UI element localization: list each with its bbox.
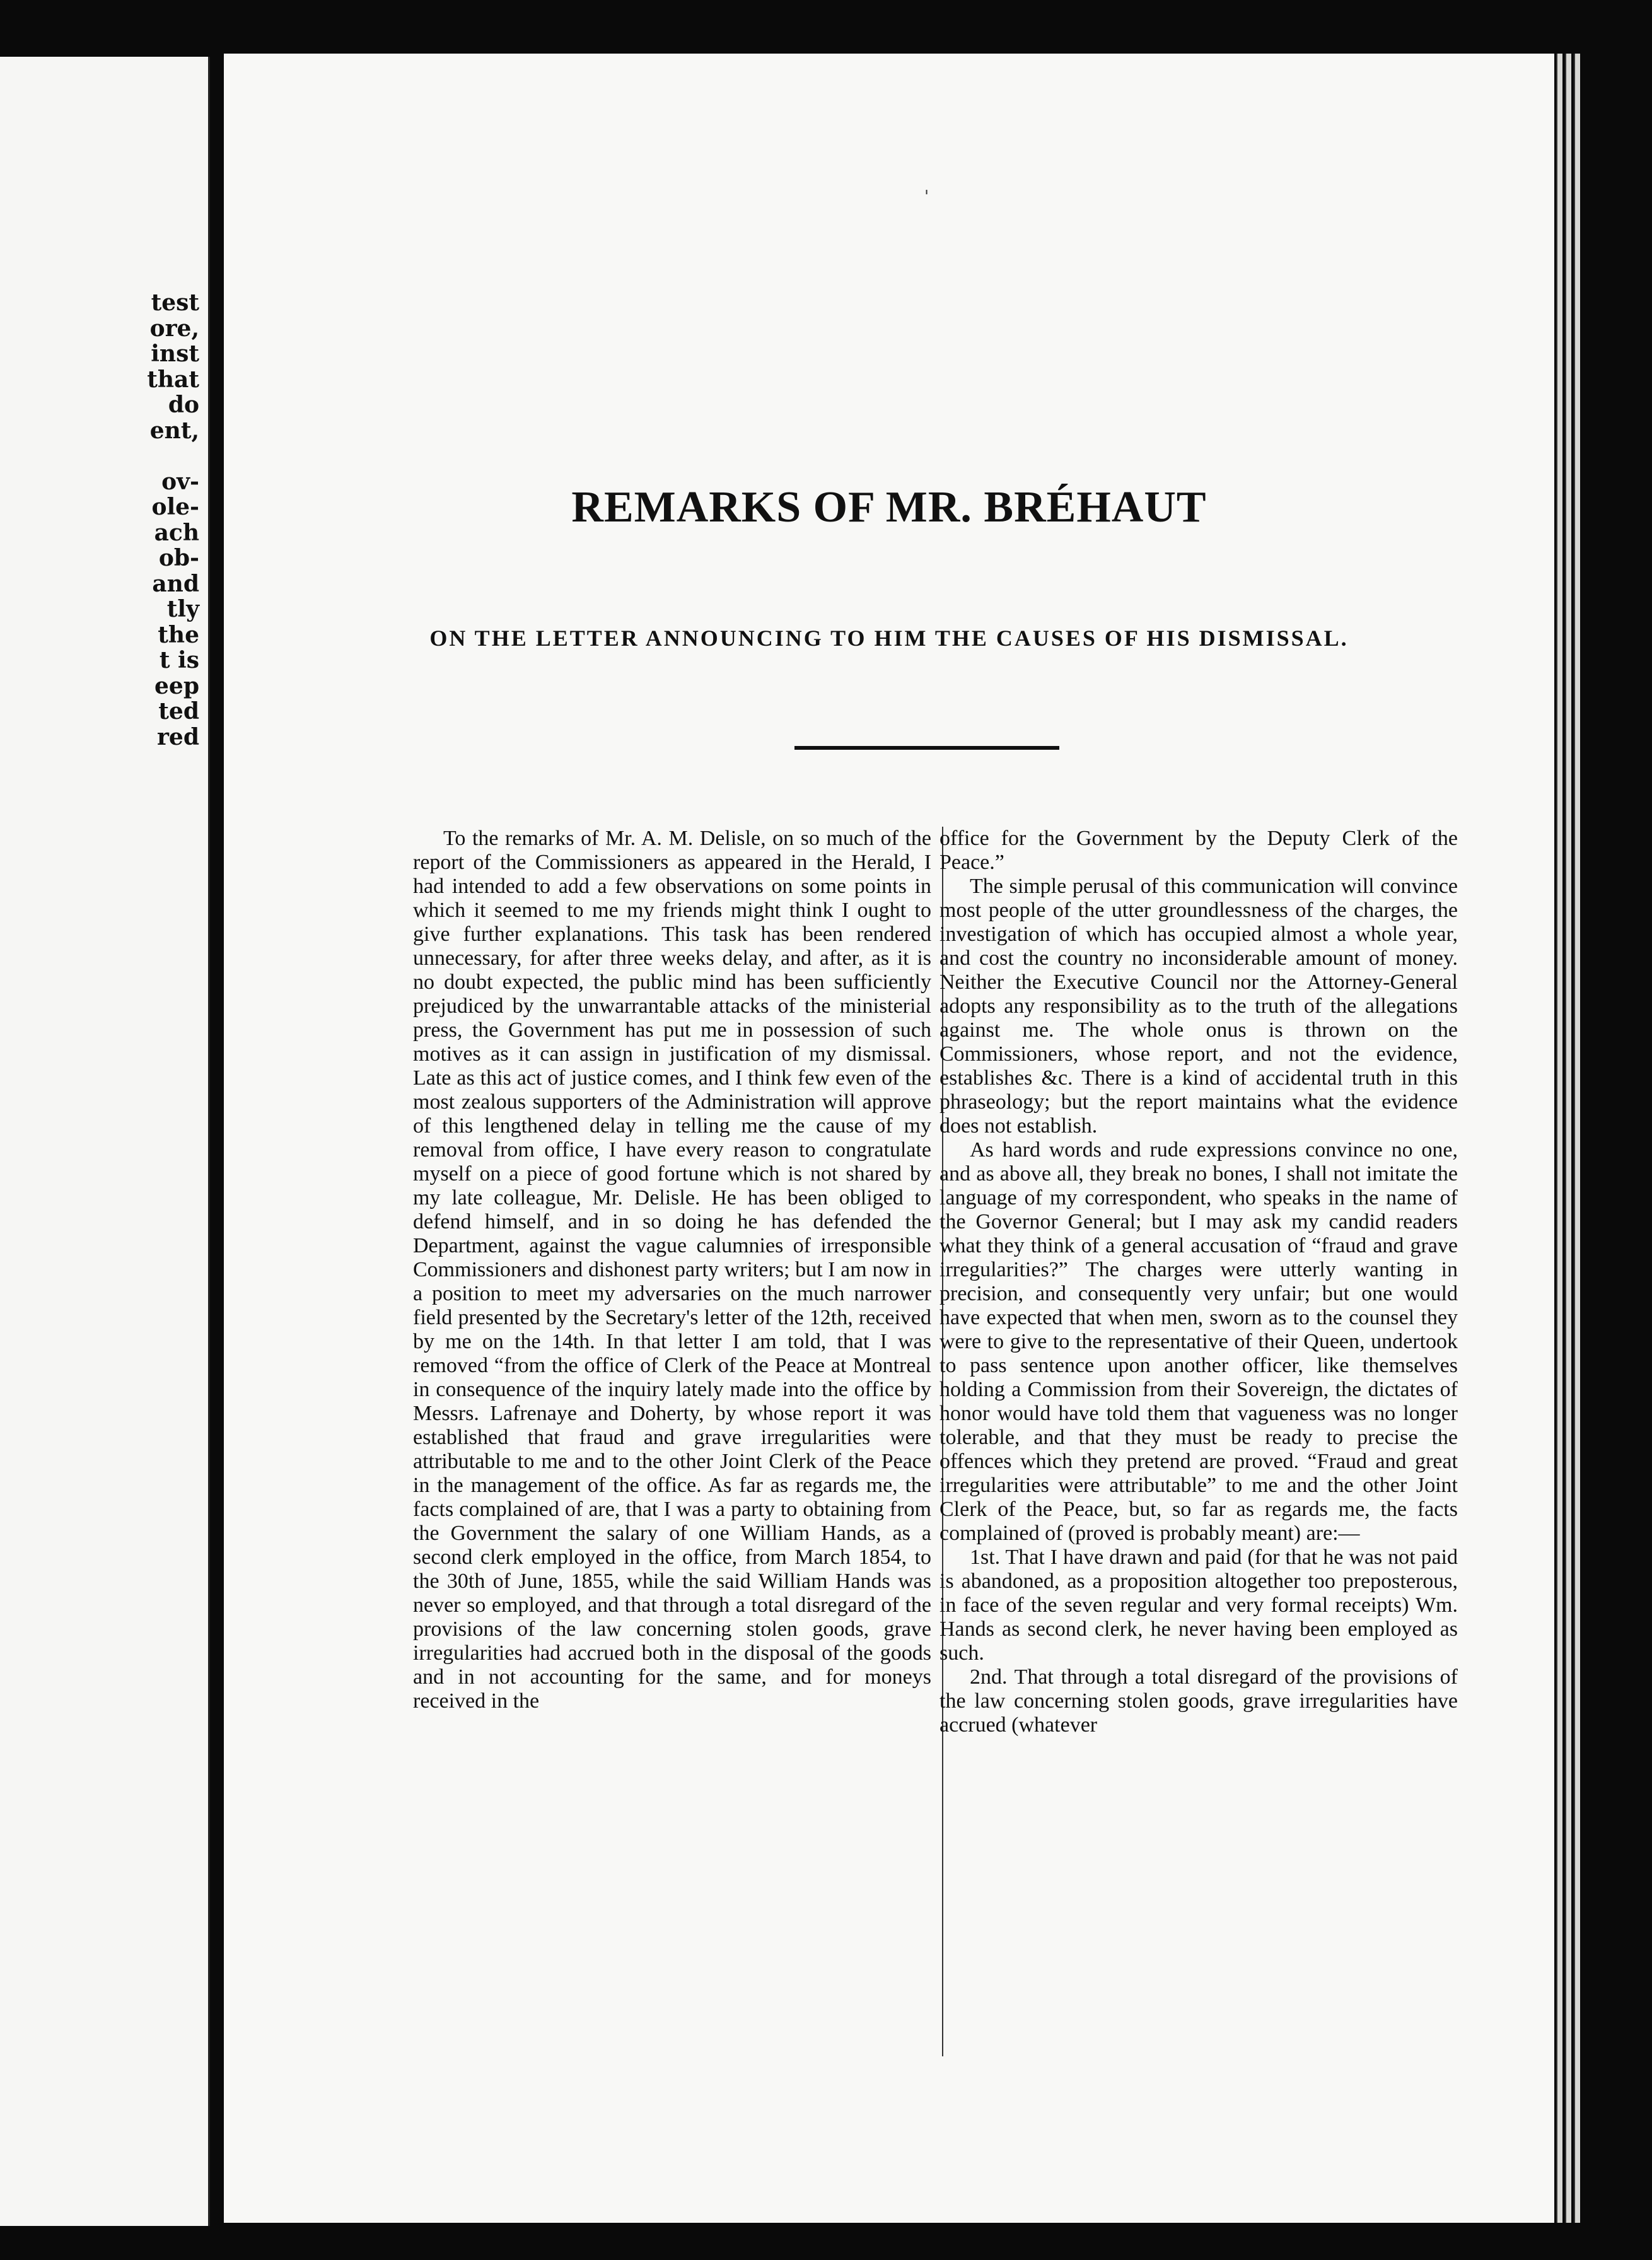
stray-mark: ' [924,187,929,206]
paragraph: office for the Government by the Deputy Clerk of the Peace.” [939,827,1458,874]
fragment-line: ent, [149,417,199,444]
page-stack-edge [1574,54,1580,2223]
fragment-line: ob- [158,545,199,571]
page-stack-edge [1556,54,1562,2223]
fragment-line: test [151,289,199,316]
text-column-right [939,827,1458,1737]
title-divider-rule [794,746,1059,750]
paragraph: 2nd. That through a total disregard of the provisions of the law concerning stolen goods, grave irregularities have accrued (whatever [939,1665,1458,1737]
fragment-line: inst [151,341,199,367]
page-stack-edge [1565,54,1571,2223]
facing-page-edge [0,57,210,2226]
text-column-left [413,827,931,1713]
fragment-line: red [156,723,199,750]
fragment-line: that [147,366,199,393]
document-page [224,54,1554,2223]
paragraph: The simple perusal of this communication will convince most people of the utter groundlessness of the charges, the investigation of which has occupied almost a whole year, and cost the country no inconsiderable amount of money. Neither the Executive Council nor the Attorney-General adopts any responsibility as to the truth of the allegations against me. The whole onus is thrown on the Commissioners, whose report, and not the evidence, establishes &c. There is a kind of accidental truth in this phraseology; but the report maintains what the evidence does not establish. [939,875,1458,1138]
fragment-line: eep [154,672,199,699]
paragraph: 1st. That I have drawn and paid (for that he was not paid is abandoned, as a proposition altogether too preposterous, in face of the seven regular and very formal receipts) Wm. Hands as second clerk, he never having been employed as such. [939,1546,1458,1665]
fragment-line: ole- [151,494,199,520]
fragment-line: and [152,570,199,597]
page-title: REMARKS OF MR. BRÉHAUT [571,483,1207,532]
paragraph: As hard words and rude expressions convince no one, and as above all, they break no bones, I shall not imitate the language of my correspondent, who speaks in the name of the Governor General; but I may ask my candid readers what they think of a general accusation of “fraud and grave irregularities?” The charges were utterly wanting in precision, and consequently very unfair; but one would have expected that when men, sworn as to the counsel they were to give to the representative of their Queen, undertook to pass sentence upon another officer, like themselves holding a Commission from their Sovereign, the dictates of honor would have told them that vagueness was no longer tolerable, and that they must be ready to precise the offences which they pretend are proved. “Fraud and great irregularities were attributable” to me and the other Joint Clerk of the Peace, but, so far as regards me, the facts complained of (proved is probably meant) are:— [939,1138,1458,1545]
facing-page-text-fragments [147,290,199,750]
fragment-line: ov- [161,468,199,495]
page-subtitle: ON THE LETTER ANNOUNCING TO HIM THE CAUSES OF HIS DISMISSAL. [429,626,1349,651]
fragment-line: ted [158,698,199,725]
fragment-line: ore, [149,315,199,342]
fragment-line [147,443,199,469]
fragment-line: the [158,621,199,648]
paragraph: To the remarks of Mr. A. M. Delisle, on so much of the report of the Commissioners as appeared in the Herald, I had intended to add a few observations on some points in which it seemed to me my friends might think I ought to give further explanations. This task has been rendered unnecessary, for after three weeks delay, and after, as it is no doubt expected, the public mind has been sufficiently prejudiced by the unwarrantable attacks of the ministerial press, the Government has put me in possession of such motives as it can assign in justification of my dismissal. Late as this act of justice comes, and I think few even of the most zealous supporters of the Administration will approve of this lengthened delay in telling me the cause of my removal from office, I have every reason to congratulate myself on a piece of good fortune which is not shared by my late colleague, Mr. Delisle. He has been obliged to defend himself, and in so doing he has defended the Department, against the vague calumnies of irresponsible Commissioners and dishonest party writers; but I am now in a position to meet my adversaries on the much narrower field presented by the Secretary's letter of the 12th, received by me on the 14th. In that letter I am told, that I was removed “from the office of Clerk of the Peace at Montreal in consequence of the inquiry lately made into the office by Messrs. Lafrenaye and Doherty, by whose report it was established that fraud and grave irregularities were attributable to me and to the other Joint Clerk of the Peace in the management of the office. As far as regards me, the facts complained of are, that I was a party to obtaining from the Government the salary of one William Hands, as a second clerk employed in the office, from March 1854, to the 30th of June, 1855, while the said William Hands was never so employed, and that through a total disregard of the provisions of the law concerning stolen goods, grave irregularities had accrued both in the disposal of the goods and in not accounting for the same, and for moneys received in the [413,827,931,1713]
fragment-line: ach [154,519,199,546]
fragment-line: tly [166,596,199,622]
fragment-line: do [168,392,199,418]
fragment-line: t is [159,647,199,673]
